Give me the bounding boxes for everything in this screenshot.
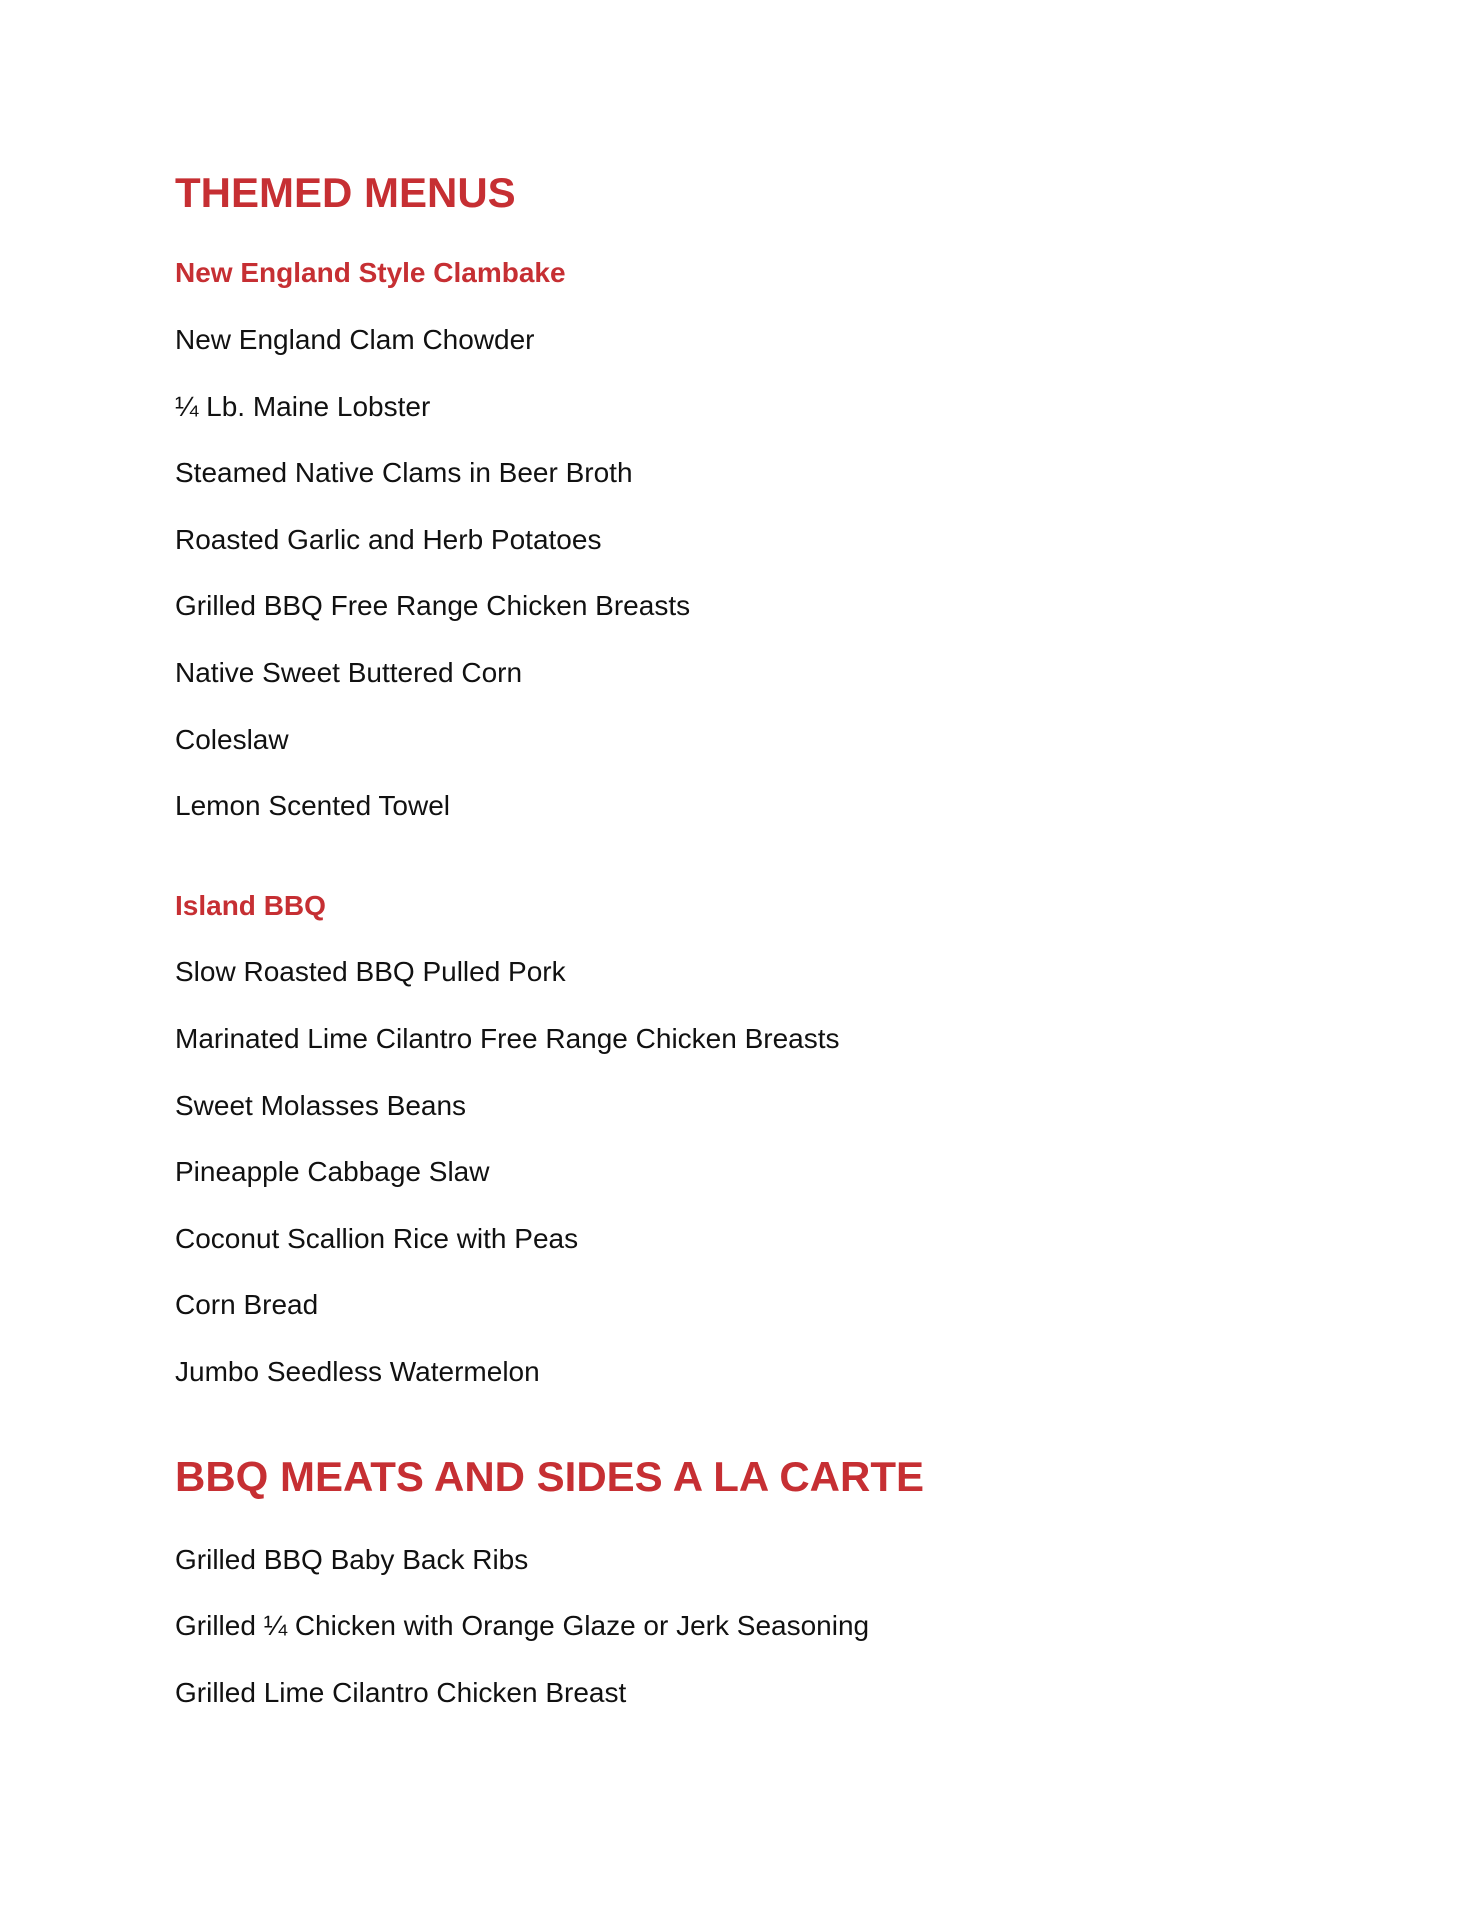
- list-item: Coconut Scallion Rice with Peas: [175, 1222, 579, 1254]
- list-item: Grilled Lime Cilantro Chicken Breast: [175, 1677, 627, 1709]
- list-item: ¼ Lb. Maine Lobster: [175, 390, 431, 422]
- list-item: Coleslaw: [175, 723, 289, 755]
- list-item: Marinated Lime Cilantro Free Range Chicken Breasts: [175, 1022, 840, 1054]
- section-heading-clambake: New England Style Clambake: [175, 257, 566, 289]
- page-title-themed-menus: THEMED MENUS: [175, 169, 516, 216]
- list-item: Steamed Native Clams in Beer Broth: [175, 457, 633, 489]
- page-title-a-la-carte: BBQ MEATS AND SIDES A LA CARTE: [175, 1453, 925, 1501]
- list-item: Sweet Molasses Beans: [175, 1089, 467, 1121]
- section-heading-island-bbq: Island BBQ: [175, 889, 326, 921]
- list-item: Roasted Garlic and Herb Potatoes: [175, 523, 602, 555]
- list-item: Slow Roasted BBQ Pulled Pork: [175, 956, 566, 988]
- island-bbq-menu-list: [175, 955, 1375, 1388]
- clambake-menu-list: [175, 323, 1375, 823]
- list-item: Grilled BBQ Baby Back Ribs: [175, 1543, 529, 1575]
- document-content: [175, 168, 1375, 1710]
- a-la-carte-list: [175, 1543, 1375, 1710]
- list-item: Pineapple Cabbage Slaw: [175, 1156, 490, 1188]
- list-item: Native Sweet Buttered Corn: [175, 656, 523, 688]
- list-item: Grilled BBQ Free Range Chicken Breasts: [175, 590, 691, 622]
- list-item: Grilled ¼ Chicken with Orange Glaze or Jerk Seasoning: [175, 1610, 870, 1642]
- list-item: Lemon Scented Towel: [175, 790, 450, 822]
- list-item: Jumbo Seedless Watermelon: [175, 1355, 540, 1387]
- list-item: New England Clam Chowder: [175, 323, 535, 355]
- list-item: Corn Bread: [175, 1289, 319, 1321]
